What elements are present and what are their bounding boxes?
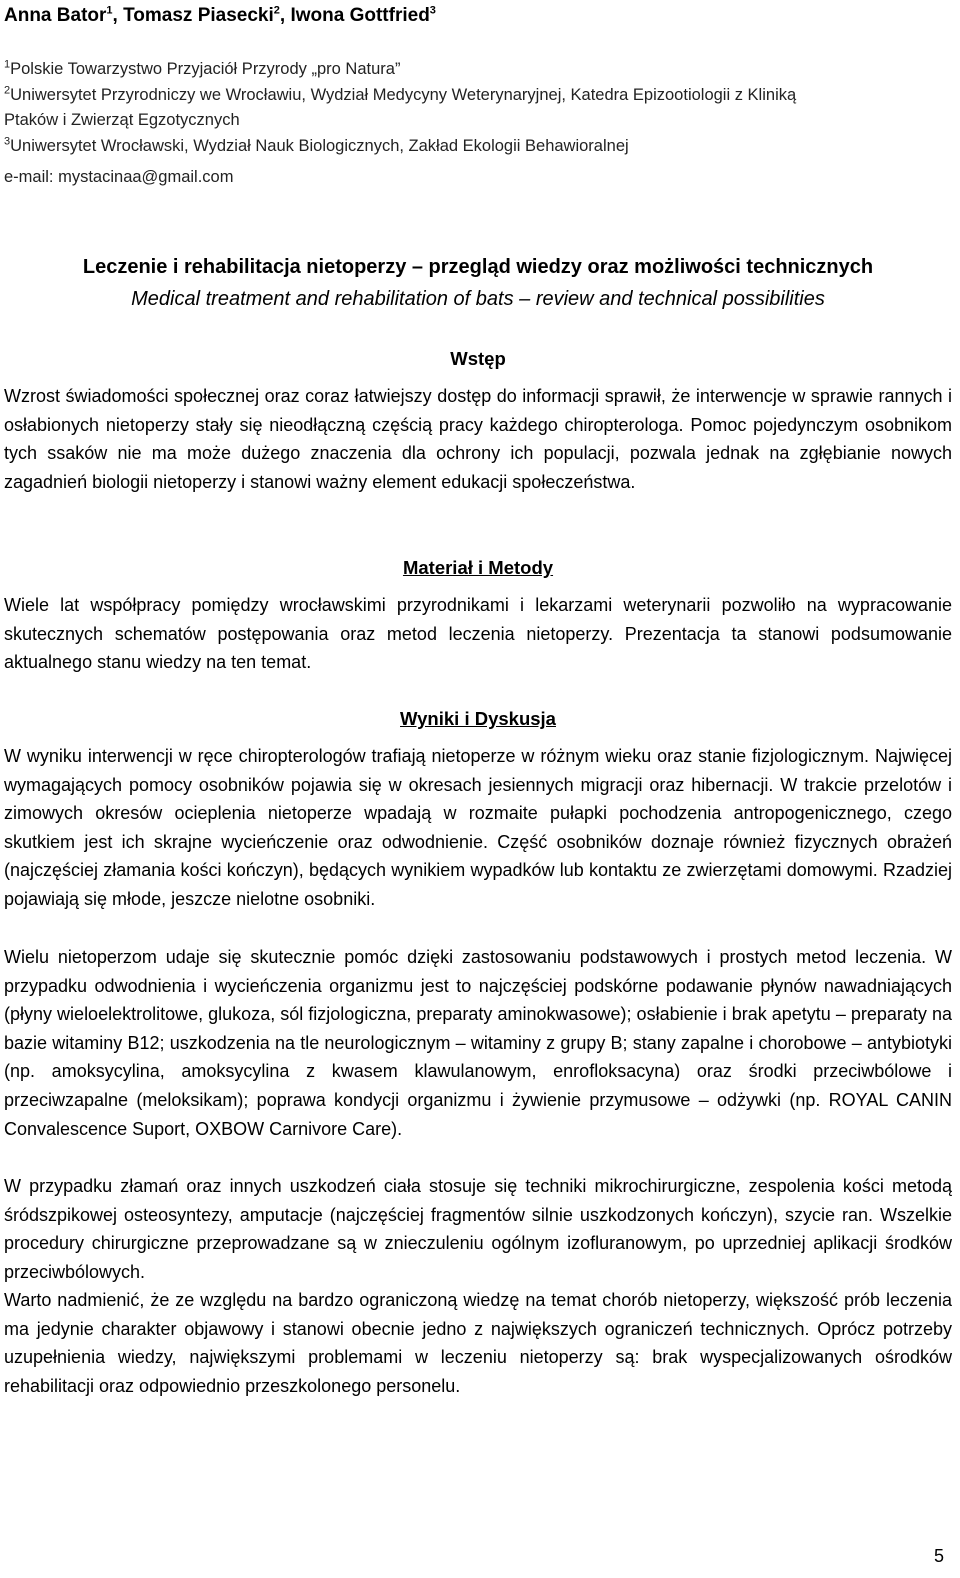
affiliation-2-continued: Ptaków i Zwierząt Egzotycznych bbox=[4, 111, 240, 129]
results-paragraph-1: W wyniku interwencji w ręce chiropterologów trafiają nietoperze w różnym wieku oraz stanie fizjologicznym. Najwięcej wymagających pomocy osobników pojawia się w okresach jesiennych migracji oraz hibernacji. W trakcie przelotów i zimowych okresów ocieplenia nietoperze wpadają w rozmaite pułapki pochodzenia antropogenicznego, czego skutkiem jest ich skrajne wycieńczenie oraz odwodnienie. Część osobników doznaje również fizycznych obrażeń (najczęściej złamania kości kończyn), będących wynikiem wypadków lub kontaktu ze zwierzętami domowymi. Rzadziej pojawiają się młode, jeszcze nielotne osobniki. bbox=[4, 746, 952, 909]
affiliation-mark: 2 bbox=[4, 84, 11, 97]
paper-title-english: Medical treatment and rehabilitation of bats – review and technical possibilities bbox=[131, 288, 825, 310]
affiliation-1 bbox=[4, 57, 400, 82]
author-list bbox=[4, 2, 436, 30]
affiliation-3 bbox=[4, 134, 629, 159]
affiliation-text: Polskie Towarzystwo Przyjaciół Przyrody „pro Natura” bbox=[10, 60, 401, 78]
introduction-paragraph: Wzrost świadomości społecznej oraz coraz łatwiejszy dostęp do informacji sprawił, że interwencje w sprawie rannych i osłabionych nietoperzy stały się nieodłączną częścią pracy każdego chiropterologa. Pomoc pojedynczym osobnikom tych ssaków nie ma może dużego znaczenia dla ochrony ich populacji, pozwala jednak na zgłębianie nowych zagadnień biologii nietoperzy i stanowi ważny element edukacji społeczeństwa. bbox=[4, 386, 952, 492]
contact-email: e-mail: mystacinaa@gmail.com bbox=[4, 168, 234, 186]
paper-title-polish: Leczenie i rehabilitacja nietoperzy – przegląd wiedzy oraz możliwości technicznych bbox=[82, 256, 874, 278]
affiliation-text: Uniwersytet Wrocławski, Wydział Nauk Biologicznych, Zakład Ekologii Behawioralnej bbox=[10, 137, 629, 155]
affiliation-text: Uniwersytet Przyrodniczy we Wrocławiu, Wydział Medycyny Weterynaryjnej, Katedra Epizootiologii z Kliniką bbox=[10, 86, 797, 104]
methods-paragraph: Wiele lat współpracy pomiędzy wrocławskimi przyrodnikami i lekarzami weterynarii pozwoliło na wypracowanie skutecznych schematów postępowania oraz metod leczenia nietoperzy. Prezentacja ta stanowi podsumowanie aktualnego stanu wiedzy na ten temat. bbox=[4, 595, 952, 673]
author-affiliation-mark: 1 bbox=[106, 4, 113, 17]
section-heading-results bbox=[4, 705, 952, 733]
section-heading-text: Materiał i Metody bbox=[402, 557, 554, 578]
page-number: 5 bbox=[934, 1546, 945, 1566]
affiliation-mark: 1 bbox=[4, 58, 11, 71]
author-separator: , bbox=[112, 5, 124, 26]
author-name: Iwona Gottfried bbox=[290, 5, 430, 26]
results-paragraph-3: W przypadku złamań oraz innych uszkodzeń ciała stosuje się techniki mikrochirurgiczne, zespolenia kości metodą śródszpikowej osteosyntezy, amputacje (najczęściej fragmentów silnie uszkodzonych kończyn), szycie ran. Wszelkie procedury chirurgiczne przeprowadzane są w znieczuleniu ogólnym izofluranowym, po uprzedniej aplikacji środków przeciwbólowych. bbox=[4, 1176, 952, 1282]
affiliation-2 bbox=[4, 83, 796, 108]
author-affiliation-mark: 3 bbox=[429, 4, 436, 17]
author-name: Anna Bator bbox=[4, 5, 107, 26]
author-affiliation-mark: 2 bbox=[273, 4, 280, 17]
affiliation-mark: 3 bbox=[4, 135, 11, 148]
results-paragraph-2: Wielu nietoperzom udaje się skutecznie pomóc dzięki zastosowaniu podstawowych i prostych metod leczenia. W przypadku odwodnienia i wycieńczenia organizmu jest to najczęściej podskórne podawanie płynów nawadniających (płyny wieloelektrolitowe, glukoza, sól fizjologiczna, preparaty aminokwasowe); osłabienie i brak apetytu – preparaty na bazie witaminy B12; uszkodzenia na tle neurologicznym – witaminy z grupy B; stany zapalne i chorobowe – antybiotyki (np. amoksycylina, amoksycylina z kwasem klawulanowym, enrofloksacyna) oraz środki przeciwbólowe i przeciwzapalne (meloksikam); poprawa kondycji organizmu i żywienie przymusowe – odżywki (np. ROYAL CANIN Convalescence Suport, OXBOW Carnivore Care). bbox=[4, 947, 952, 1139]
section-heading-introduction: Wstęp bbox=[450, 348, 506, 369]
section-heading-text: Wyniki i Dyskusja bbox=[400, 708, 556, 729]
results-paragraph-4: Warto nadmienić, że ze względu na bardzo ograniczoną wiedzę na temat chorób nietoperzy, większość prób leczenia ma jedynie charakter objawowy i stanowi obecnie jedno z największych ograniczeń technicznych. Oprócz potrzeby uzupełnienia wiedzy, największymi problemami w leczeniu nietoperzy są: brak wyspecjalizowanych ośrodków rehabilitacji oraz odpowiednio przeszkolonego personelu. bbox=[4, 1290, 952, 1396]
section-heading-methods bbox=[4, 554, 952, 582]
author-name: Tomasz Piasecki bbox=[123, 5, 274, 26]
author-separator: , bbox=[279, 5, 291, 26]
